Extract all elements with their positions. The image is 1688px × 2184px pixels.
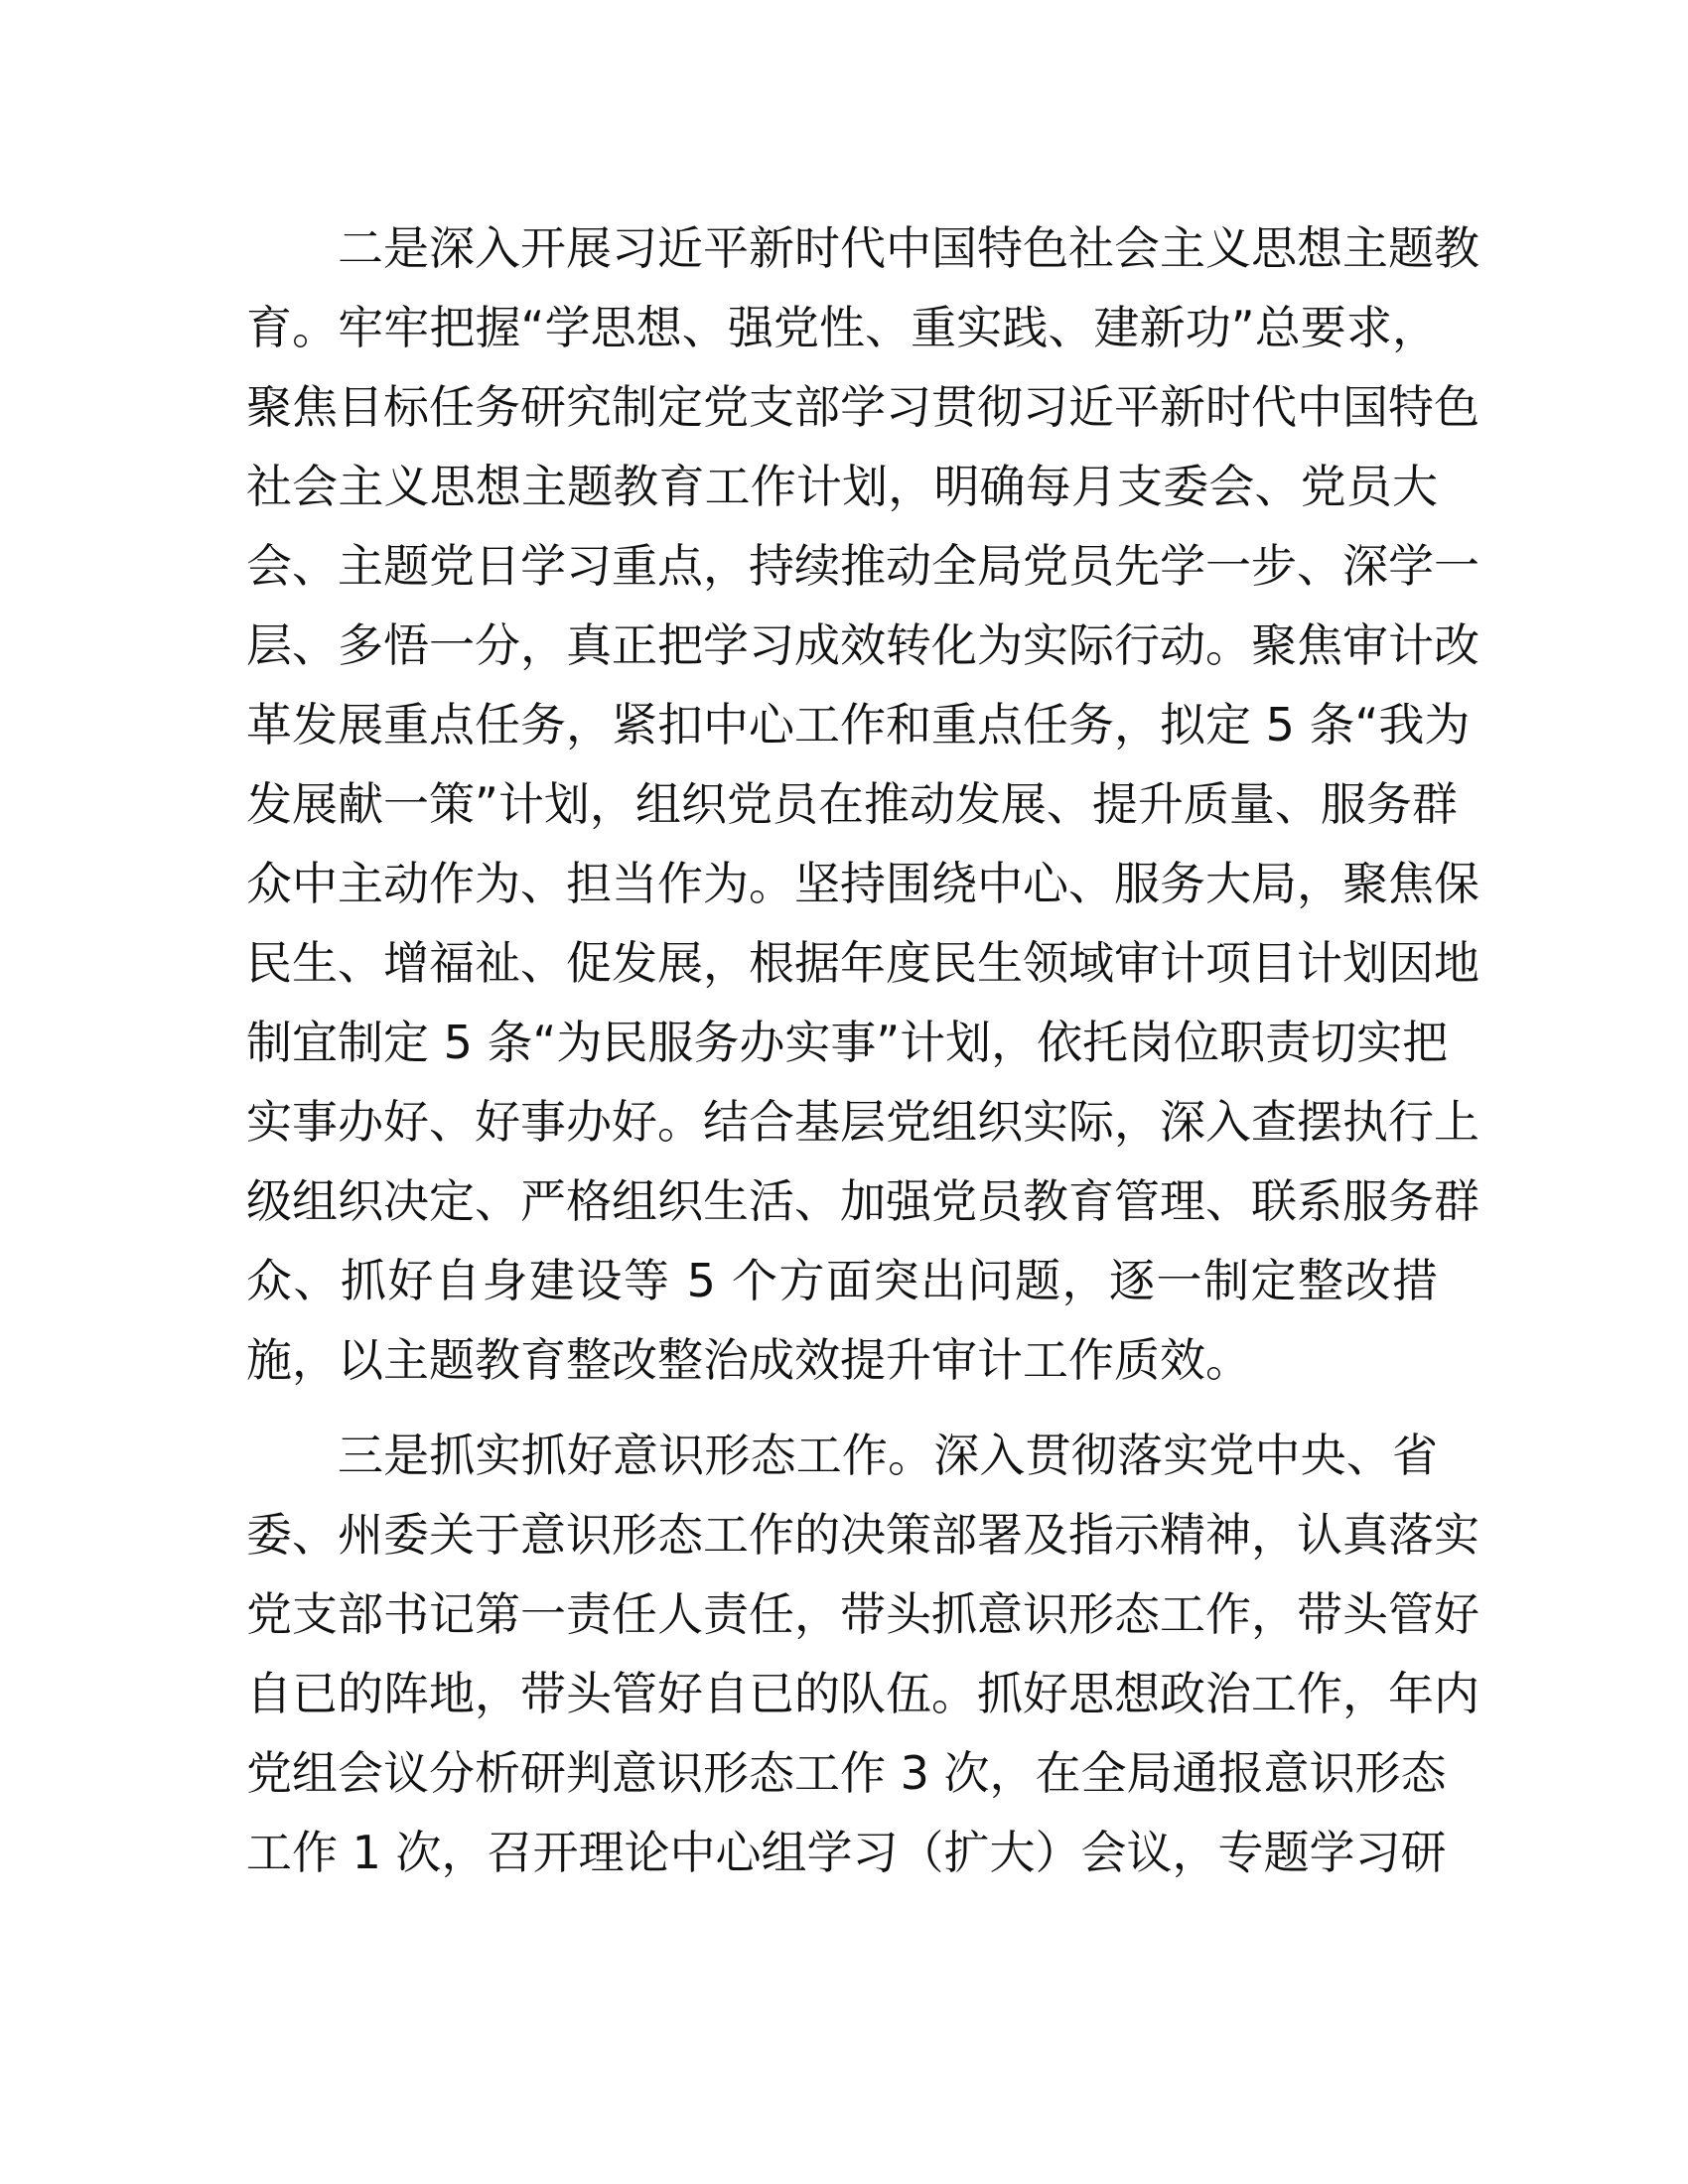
text-line: 级组织决定、严格组织生活、加强党员教育管理、联系服务群 <box>246 1174 1479 1228</box>
text-line: 聚焦目标任务研究制定党支部学习贯彻习近平新时代中国特色 <box>246 380 1479 434</box>
text-line: 革发展重点任务，紧扣中心工作和重点任务，拟定 5 条“我为 <box>246 698 1471 751</box>
text-line: 实事办好、好事办好。结合基层党组织实际，深入查摆执行上 <box>246 1095 1479 1149</box>
text-line: 党组会议分析研判意识形态工作 3 次，在全局通报意识形态 <box>246 1746 1447 1800</box>
text-line: 众中主动作为、担当作为。坚持围绕中心、服务大局，聚焦保 <box>246 857 1479 910</box>
text-line: 二是深入开展习近平新时代中国特色社会主义思想主题教 <box>338 221 1479 275</box>
paragraph-2 <box>246 208 1479 1400</box>
text-line: 制宜制定 5 条“为民服务办实事”计划，依托岗位职责切实把 <box>246 1016 1449 1069</box>
text-line: 工作 1 次，召开理论中心组学习（扩大）会议，专题学习研 <box>246 1826 1447 1879</box>
text-line: 会、主题党日学习重点，持续推动全局党员先学一步、深学一 <box>246 539 1479 593</box>
text-line: 民生、增福祉、促发展，根据年度民生领域审计项目计划因地 <box>246 936 1479 990</box>
text-line: 三是抓实抓好意识形态工作。深入贯彻落实党中央、省 <box>338 1429 1438 1482</box>
text-line: 众、抓好自身建设等 5 个方面突出问题，逐一制定整改措 <box>246 1254 1438 1307</box>
text-line: 委、州委关于意识形态工作的决策部署及指示精神，认真落实 <box>246 1508 1479 1562</box>
text-line: 施，以主题教育整改整治成效提升审计工作质效。 <box>246 1333 1251 1387</box>
text-line: 发展献一策”计划，组织党员在推动发展、提升质量、服务群 <box>246 777 1458 831</box>
document-body <box>246 208 1479 1892</box>
text-line: 党支部书记第一责任人责任，带头抓意识形态工作，带头管好 <box>246 1587 1479 1641</box>
paragraph-3 <box>246 1416 1479 1892</box>
text-line: 育。牢牢把握“学思想、强党性、重实践、建新功”总要求， <box>246 301 1438 354</box>
text-line: 社会主义思想主题教育工作计划，明确每月支委会、党员大 <box>246 460 1438 513</box>
text-line: 自已的阵地，带头管好自已的队伍。抓好思想政治工作，年内 <box>246 1667 1479 1720</box>
text-line: 层、多悟一分，真正把学习成效转化为实际行动。聚焦审计改 <box>246 618 1479 672</box>
